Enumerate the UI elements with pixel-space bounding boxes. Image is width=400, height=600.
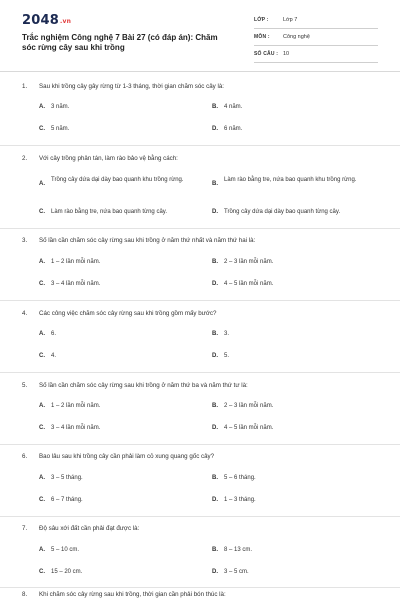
question-number: 1. (22, 83, 28, 90)
option-letter: C. (39, 497, 45, 503)
question-text (22, 453, 214, 460)
question-text (22, 310, 216, 317)
option-text: Trồng cây dứa dại dày bao quanh từng cây. (224, 209, 341, 215)
question-number: 4. (22, 310, 28, 317)
question-stem: Các công việc chăm sóc cây rừng sau khi trồng gồm mấy bước? (39, 310, 217, 317)
question-number: 3. (22, 237, 28, 244)
option-letter: C. (39, 281, 45, 287)
question-text (22, 237, 255, 244)
option-letter: A. (39, 331, 45, 337)
option-text: 3. (224, 331, 230, 337)
option-text: 3 – 5 tháng. (51, 475, 83, 481)
option-letter: D. (212, 425, 218, 431)
site-logo[interactable] (22, 13, 71, 28)
option-text: 3 – 4 lần mỗi năm. (51, 425, 101, 431)
question-divider (0, 372, 400, 373)
option-text: Trồng cây dứa dại dày bao quanh khu trồng rừng. (51, 177, 184, 183)
option-letter: A. (39, 104, 45, 110)
option-text: 1 – 2 lần mỗi năm. (51, 403, 101, 409)
page-title: Trắc nghiệm Công nghệ 7 Bài 27 (có đáp án): Chăm sóc rừng cây sau khi trồng (22, 33, 218, 52)
option-text: 3 – 5 cm. (224, 569, 249, 575)
question-6 (0, 450, 400, 512)
option-letter: B. (212, 181, 218, 187)
option-text: 5. (224, 353, 230, 359)
question-divider (0, 228, 400, 229)
option-letter: D. (212, 209, 218, 215)
option-letter: C. (39, 425, 45, 431)
question-number: 8. (22, 591, 28, 598)
option-text: 6. (51, 331, 57, 337)
option-letter: C. (39, 569, 45, 575)
meta-value: Công nghệ (283, 34, 310, 40)
option-letter: B. (212, 259, 218, 265)
question-divider (0, 300, 400, 301)
option-letter: D. (212, 126, 218, 132)
option-letter: A. (39, 547, 45, 553)
question-1 (0, 80, 400, 142)
question-divider (0, 516, 400, 517)
question-number: 7. (22, 525, 28, 532)
question-number: 6. (22, 453, 28, 460)
quiz-meta (254, 15, 378, 66)
option-text: Làm rào bằng tre, nứa bao quanh khu trồng rừng. (224, 177, 357, 183)
question-stem: Độ sâu xới đất cần phải đạt được là: (39, 525, 140, 532)
question-stem: Bao lâu sau khi trồng cây cần phải làm cỏ xung quang gốc cây? (39, 453, 215, 460)
option-text: 4 năm. (224, 104, 243, 110)
question-stem: Số lần cần chăm sóc cây rừng sau khi trồng ở năm thứ ba và năm thứ tư là: (39, 382, 248, 389)
option-text: 5 – 6 tháng. (224, 475, 256, 481)
option-letter: A. (39, 475, 45, 481)
option-text: 5 năm. (51, 126, 70, 132)
question-stem: Sau khi trồng cây gây rừng từ 1-3 tháng, thời gian chăm sóc cây là: (39, 83, 224, 90)
option-letter: D. (212, 353, 218, 359)
option-text: 6 năm. (224, 126, 243, 132)
question-text (22, 155, 178, 162)
meta-row-subject (254, 32, 378, 46)
question-divider (0, 587, 400, 588)
option-letter: D. (212, 281, 218, 287)
meta-value: 10 (283, 51, 290, 57)
question-stem: Với cây trồng phân tán, làm rào bảo vệ bằng cách: (39, 155, 178, 162)
option-letter: B. (212, 104, 218, 110)
option-text: 8 – 13 cm. (224, 547, 253, 553)
question-stem: Số lần cần chăm sóc cây rừng sau khi trồng ở năm thứ nhất và năm thứ hai là: (39, 237, 256, 244)
question-number: 2. (22, 155, 28, 162)
option-text: 2 – 3 lần mỗi năm. (224, 259, 274, 265)
option-text: 4 – 5 lần mỗi năm. (224, 425, 274, 431)
meta-label: SỐ CÂU : (254, 51, 279, 57)
option-letter: B. (212, 331, 218, 337)
option-letter: C. (39, 126, 45, 132)
question-8 (0, 591, 400, 600)
option-letter: A. (39, 181, 45, 187)
logo-main: 2048 (22, 13, 59, 28)
option-letter: D. (212, 497, 218, 503)
option-text: 3 – 4 lần mỗi năm. (51, 281, 101, 287)
meta-value: Lớp 7 (283, 17, 298, 23)
question-number: 5. (22, 382, 28, 389)
option-text: Làm rào bằng tre, nứa bao quanh từng cây. (51, 209, 167, 215)
option-letter: B. (212, 475, 218, 481)
option-letter: B. (212, 403, 218, 409)
question-text (22, 525, 139, 532)
question-4 (0, 307, 400, 369)
question-text (22, 591, 226, 598)
option-text: 5 – 10 cm. (51, 547, 80, 553)
question-3 (0, 234, 400, 296)
meta-label: MÔN : (254, 34, 270, 40)
question-divider (0, 145, 400, 146)
option-letter: C. (39, 209, 45, 215)
option-letter: D. (212, 569, 218, 575)
question-divider (0, 444, 400, 445)
option-letter: A. (39, 403, 45, 409)
option-letter: B. (212, 547, 218, 553)
page-header (0, 0, 400, 70)
meta-row-count (254, 49, 378, 63)
meta-label: LỚP : (254, 17, 269, 23)
question-text (22, 83, 224, 90)
question-2 (0, 152, 400, 226)
question-stem: Khi chăm sóc cây rừng sau khi trồng, thời gian cần phải bón thúc là: (39, 591, 226, 598)
header-divider (0, 71, 400, 72)
question-7 (0, 522, 400, 584)
question-5 (0, 379, 400, 441)
option-letter: A. (39, 259, 45, 265)
option-text: 4. (51, 353, 57, 359)
option-text: 2 – 3 lần mỗi năm. (224, 403, 274, 409)
meta-row-class (254, 15, 378, 29)
option-text: 6 – 7 tháng. (51, 497, 83, 503)
option-text: 15 – 20 cm. (51, 569, 83, 575)
option-letter: C. (39, 353, 45, 359)
option-text: 3 năm. (51, 104, 70, 110)
option-text: 4 – 5 lần mỗi năm. (224, 281, 274, 287)
logo-suffix: .vn (59, 18, 72, 25)
question-text (22, 382, 248, 389)
option-text: 1 – 2 lần mỗi năm. (51, 259, 101, 265)
option-text: 1 – 3 tháng. (224, 497, 256, 503)
